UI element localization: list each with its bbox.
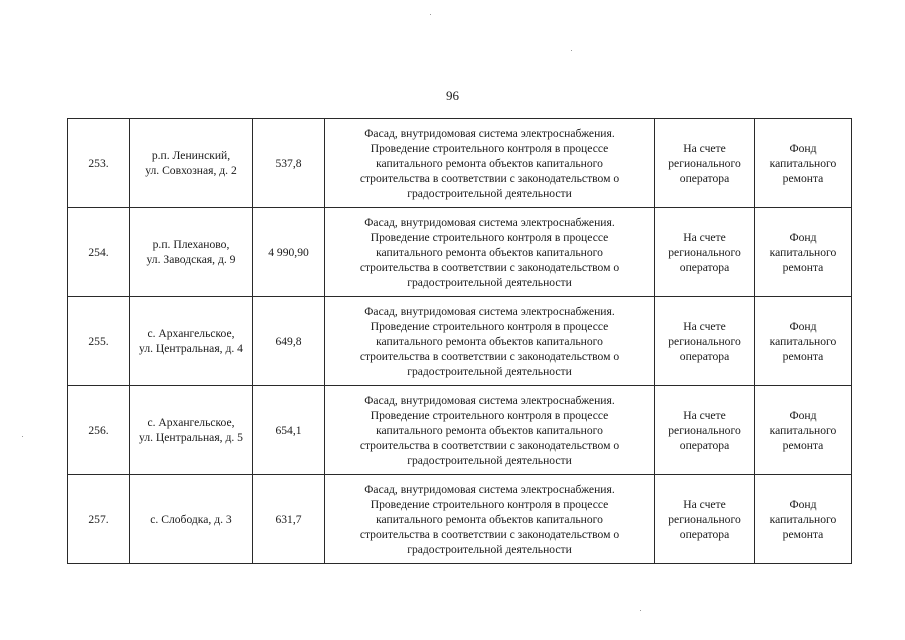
row-number-cell: [68, 386, 130, 475]
address-cell: [130, 386, 253, 475]
address-line: с. Архангельское,: [147, 327, 235, 340]
work-description-line: строительства в соответствии с законодательством о: [359, 438, 620, 452]
work-description-line: градостроительной деятельности: [407, 186, 572, 200]
fund-line: ремонта: [782, 438, 824, 452]
table-body: [68, 119, 852, 564]
row-number-cell: [68, 475, 130, 564]
account-line: На счете: [683, 141, 726, 155]
fund-line: капитального: [769, 156, 837, 170]
row-number: 254.: [88, 245, 109, 259]
address-cell: [130, 119, 253, 208]
work-description-line: строительства в соответствии с законодательством о: [359, 171, 620, 185]
fund-line: капитального: [769, 334, 837, 348]
row-number: 256.: [88, 423, 109, 437]
fund-line: капитального: [769, 423, 837, 437]
account-line: На счете: [683, 497, 726, 511]
work-description-line: капитального ремонта объектов капитального: [376, 334, 603, 348]
fund-cell: [755, 119, 852, 208]
account-line: оператора: [679, 527, 730, 541]
repair-registry-table: [67, 118, 852, 564]
account-line: оператора: [679, 171, 730, 185]
account-line: оператора: [679, 349, 730, 363]
work-description-line: градостроительной деятельности: [407, 275, 572, 289]
account-line: На счете: [683, 230, 726, 244]
scan-speck: [640, 610, 641, 611]
area-value: 649,8: [275, 334, 302, 348]
area-cell: [253, 475, 325, 564]
work-description-line: градостроительной деятельности: [407, 542, 572, 556]
table-row: [68, 208, 852, 297]
work-description-line: градостроительной деятельности: [407, 453, 572, 467]
account-line: На счете: [683, 408, 726, 422]
address-line: ул. Совхозная, д. 2: [145, 164, 237, 177]
work-description-line: строительства в соответствии с законодательством о: [359, 260, 620, 274]
area-value: 654,1: [275, 423, 302, 437]
address-line: р.п. Плеханово,: [152, 238, 230, 251]
fund-line: капитального: [769, 245, 837, 259]
work-description-line: градостроительной деятельности: [407, 364, 572, 378]
fund-cell: [755, 475, 852, 564]
account-line: регионального: [668, 334, 741, 348]
work-description-line: Фасад, внутридомовая система электроснабжения.: [364, 482, 615, 496]
account-line: регионального: [668, 423, 741, 437]
area-cell: [253, 386, 325, 475]
fund-line: ремонта: [782, 527, 824, 541]
work-description-line: Проведение строительного контроля в процессе: [370, 230, 609, 244]
account-cell: [655, 386, 755, 475]
row-number-cell: [68, 297, 130, 386]
fund-cell: [755, 386, 852, 475]
fund-line: Фонд: [789, 408, 817, 422]
address-cell: [130, 297, 253, 386]
work-description-line: капитального ремонта объектов капитального: [376, 245, 603, 259]
fund-line: Фонд: [789, 497, 817, 511]
address-line: ул. Центральная, д. 5: [139, 431, 243, 444]
work-description-cell: [325, 208, 655, 297]
fund-line: Фонд: [789, 319, 817, 333]
work-description-line: Фасад, внутридомовая система электроснабжения.: [364, 393, 615, 407]
account-line: регионального: [668, 156, 741, 170]
work-description-line: Проведение строительного контроля в процессе: [370, 408, 609, 422]
table-row: [68, 475, 852, 564]
account-line: оператора: [679, 260, 730, 274]
fund-line: Фонд: [789, 230, 817, 244]
work-description-line: капитального ремонта объектов капитального: [376, 156, 603, 170]
page-number: 96: [446, 88, 459, 103]
work-description-line: Фасад, внутридомовая система электроснабжения.: [364, 304, 615, 318]
work-description-line: Проведение строительного контроля в процессе: [370, 497, 609, 511]
work-description-line: строительства в соответствии с законодательством о: [359, 527, 620, 541]
area-value: 4 990,90: [268, 245, 309, 259]
address-cell: [130, 475, 253, 564]
row-number: 253.: [88, 156, 109, 170]
work-description-line: Проведение строительного контроля в процессе: [370, 141, 609, 155]
area-value: 631,7: [275, 512, 302, 526]
row-number: 255.: [88, 334, 109, 348]
work-description-cell: [325, 475, 655, 564]
work-description-cell: [325, 119, 655, 208]
row-number-cell: [68, 119, 130, 208]
account-cell: [655, 475, 755, 564]
area-cell: [253, 297, 325, 386]
account-line: регионального: [668, 512, 741, 526]
table-row: [68, 386, 852, 475]
account-cell: [655, 297, 755, 386]
row-number-cell: [68, 208, 130, 297]
area-cell: [253, 119, 325, 208]
fund-cell: [755, 297, 852, 386]
account-line: регионального: [668, 245, 741, 259]
work-description-cell: [325, 386, 655, 475]
address-line: с. Архангельское,: [147, 416, 235, 429]
work-description-line: Проведение строительного контроля в процессе: [370, 319, 609, 333]
address-line: ул. Заводская, д. 9: [146, 253, 236, 266]
area-cell: [253, 208, 325, 297]
work-description-line: капитального ремонта объектов капитального: [376, 512, 603, 526]
fund-line: ремонта: [782, 349, 824, 363]
account-cell: [655, 119, 755, 208]
account-line: оператора: [679, 438, 730, 452]
table-row: [68, 297, 852, 386]
scan-speck: [430, 14, 431, 15]
work-description-line: капитального ремонта объектов капитального: [376, 423, 603, 437]
address-cell: [130, 208, 253, 297]
address-line: с. Слободка, д. 3: [150, 512, 232, 526]
address-line: р.п. Ленинский,: [151, 149, 231, 162]
work-description-line: Фасад, внутридомовая система электроснабжения.: [364, 215, 615, 229]
work-description-line: Фасад, внутридомовая система электроснабжения.: [364, 126, 615, 140]
account-cell: [655, 208, 755, 297]
address-line: ул. Центральная, д. 4: [139, 342, 243, 355]
fund-cell: [755, 208, 852, 297]
row-number: 257.: [88, 512, 109, 526]
scan-speck: [22, 436, 23, 437]
fund-line: ремонта: [782, 171, 824, 185]
fund-line: капитального: [769, 512, 837, 526]
fund-line: ремонта: [782, 260, 824, 274]
table-row: [68, 119, 852, 208]
work-description-cell: [325, 297, 655, 386]
account-line: На счете: [683, 319, 726, 333]
fund-line: Фонд: [789, 141, 817, 155]
area-value: 537,8: [275, 156, 302, 170]
scan-speck: [571, 50, 572, 51]
work-description-line: строительства в соответствии с законодательством о: [359, 349, 620, 363]
